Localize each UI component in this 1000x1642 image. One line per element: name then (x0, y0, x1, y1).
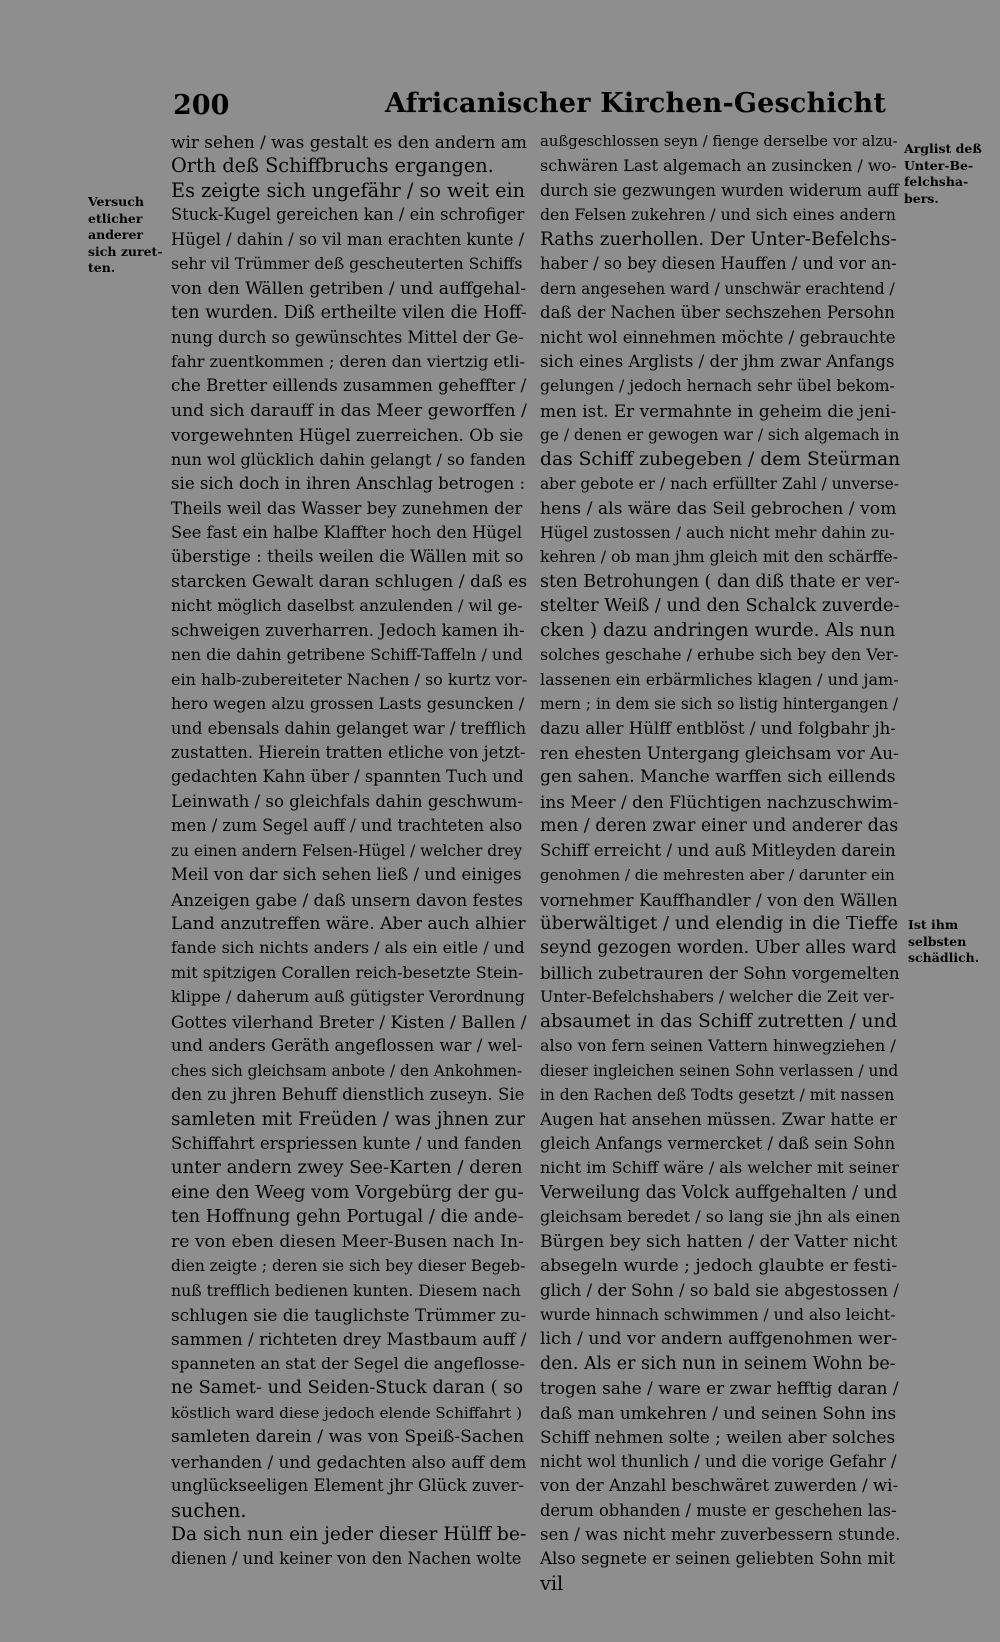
text-line: den Felsen zukehren / und sich eines andern (540, 205, 896, 225)
text-line: verhanden / und gedachten also auff dem (171, 1451, 527, 1472)
text-line: nun wol glücklich dahin gelangt / so fanden (171, 449, 526, 469)
text-line: Schiff nehmen solte ; weilen aber solches (540, 1427, 896, 1448)
text-line: und sich darauff in das Meer geworffen / (171, 400, 527, 421)
text-line: fande sich nichts anders / als ein eitle / und (171, 938, 525, 958)
text-line: schwären Last algemach an zusincken / wo- (540, 156, 897, 176)
text-line: re von eben diesen Meer-Busen nach In- (171, 1231, 524, 1252)
text-line: ein halb-zubereiteter Nachen / so kurtz vor- (171, 669, 527, 689)
text-line: daß man umkehren / und seinen Sohn ins (540, 1402, 897, 1423)
text-line: nen die dahin getribene Schiff-Taffeln / und (171, 645, 523, 665)
text-line: eine den Weeg vom Vorgebürg der gu- (171, 1181, 524, 1203)
margin-note-line: ten. (88, 260, 116, 275)
text-line: Stuck-Kugel gereichen kan / ein schrofiger (171, 205, 525, 225)
text-line: nuß trefflich bedienen kunten. Diesem nach (171, 1280, 521, 1300)
text-line: sich eines Arglists / der jhm zwar Anfangs (540, 351, 895, 371)
text-line: wurde hinnach schwimmen / und also leicht- (540, 1305, 896, 1324)
text-line: unglückseeligen Element jhr Glück zuver- (171, 1476, 525, 1496)
text-line: ge / denen er gewogen war / sich algemach in (540, 426, 900, 445)
text-line: Theils weil das Wasser bey zunehmen der (171, 498, 523, 518)
text-line: Hügel / dahin / so vil man erachten kunte / (171, 229, 525, 249)
text-line: lassenen ein erbärmliches klagen / und jam- (540, 669, 899, 689)
text-line: klippe / daherum auß gütigster Verordnung (171, 987, 525, 1007)
text-line: in den Rachen deß Todts gesetzt / mit nassen (540, 1086, 895, 1105)
text-line: schweigen zuverharren. Jedoch kamen ih- (171, 620, 525, 640)
text-line: Augen hat ansehen müssen. Zwar hatte er (540, 1109, 898, 1129)
text-line: vorgewehnten Hügel zuerreichen. Ob sie (171, 425, 524, 446)
text-line: billich zubetrauren der Sohn vorgemelten (540, 962, 900, 983)
text-line: gleich Anfangs vermercket / daß sein Sohn (540, 1133, 896, 1153)
text-line: kehren / ob man jhm gleich mit den schärffe- (540, 547, 899, 567)
text-line: sten Betrohungen ( dan diß thate er ver- (540, 571, 900, 592)
text-line: unter andern zwey See-Karten / deren (171, 1157, 523, 1179)
margin-note-left (88, 194, 163, 277)
text-line: gen sahen. Manche warffen sich eillends (540, 767, 896, 788)
text-line: dern angesehen ward / unschwär erachtend / (540, 279, 895, 298)
text-line: Raths zuerhollen. Der Unter-Befelchs- (540, 228, 897, 250)
text-line: Unter-Befelchshabers / welcher die Zeit ver- (540, 987, 895, 1007)
text-line: derum obhanden / muste er geschehen las- (540, 1500, 897, 1520)
text-line: Schiff erreicht / und auß Mitleyden darein (540, 840, 896, 860)
text-line: Anzeigen gabe / daß unsern davon festes (171, 889, 524, 910)
text-line: starcken Gewalt daran schlugen / daß es (171, 571, 527, 592)
text-line: ten wurden. Diß ertheilte vilen die Hoff- (171, 303, 527, 324)
margin-note-line: Arglist deß (904, 141, 982, 156)
text-line: überwältiget / und elendig in die Tieffe (540, 913, 899, 934)
text-line: schlugen sie die tauglichste Trümmer zu- (171, 1305, 527, 1325)
text-line: gedachten Kahn über / spannten Tuch und (171, 767, 524, 787)
margin-note-line: selbsten (908, 933, 967, 949)
text-line: gelungen / jedoch hernach sehr übel bekom- (540, 376, 895, 396)
text-line: stelter Weiß / und den Schalck zuverde- (540, 595, 900, 617)
text-line: suchen. (171, 1498, 247, 1522)
text-line: samleten mit Freüden / was jhnen zur (171, 1108, 526, 1130)
text-line: vil (540, 1571, 564, 1595)
text-line: Land anzutreffen wäre. Aber auch alhier (171, 914, 526, 934)
text-line: genohmen / die mehresten aber / darunter ein (540, 866, 895, 885)
right-text-column (540, 130, 900, 1596)
left-text-column (171, 130, 527, 1572)
margin-note-line: sich zuret- (88, 243, 163, 259)
text-line: nicht möglich daselbst anzulenden / wil ge- (171, 596, 523, 616)
text-line: Verweilung das Volck auffgehalten / und (540, 1182, 898, 1203)
text-line: also von fern seinen Vattern hinwegziehen / (540, 1036, 896, 1056)
text-line: absegeln wurde ; jedoch glaubte er festi- (540, 1256, 898, 1277)
text-line: daß der Nachen über sechszehen Persohn (540, 303, 895, 323)
text-line: von den Wällen getriben / und auffgehal- (171, 278, 527, 299)
text-line: von der Anzahl beschwäret zuwerden / wi- (540, 1476, 899, 1496)
text-line: und ebensals dahin gelanget war / trefflich (171, 718, 527, 738)
text-line: nung durch so gewünschtes Mittel der Ge- (171, 327, 524, 347)
text-line: dieser ingleichen seinen Sohn verlassen / und (540, 1061, 899, 1080)
text-line: gleichsam beredet / so lang sie jhn als einen (540, 1207, 900, 1227)
text-line: samleten darein / was von Speiß-Sachen (171, 1427, 525, 1448)
text-line: den. Als er sich nun in seinem Wohn be- (540, 1353, 896, 1374)
text-line: hero wegen alzu grossen Lasts gesuncken / (171, 694, 525, 714)
text-line: dazu aller Hülff entblöst / und folgbahr jh- (540, 718, 896, 738)
margin-note-line: anderer (88, 227, 144, 242)
text-line: Hügel zustossen / auch nicht mehr dahin zu- (540, 523, 895, 542)
text-line: hens / als wäre das Seil gebrochen / vom (540, 498, 897, 519)
text-line: ne Samet- und Seiden-Stuck daran ( so (171, 1377, 524, 1399)
text-line: dienen / und keiner von den Nachen wolte (171, 1549, 522, 1569)
margin-note-line: felchsha- (904, 174, 969, 189)
margin-note-line: schädlich. (908, 950, 980, 965)
text-line: men ist. Er vermahnte in geheim die jeni- (540, 400, 897, 421)
text-line: Schiffahrt erspriessen kunte / und fanden (171, 1133, 522, 1153)
text-line: fahr zuentkommen ; deren dan viertzig etli- (171, 351, 525, 371)
running-title: Africanischer Kirchen-Geschicht (385, 88, 887, 119)
text-line: men / zum Segel auff / und trachteten also (171, 816, 523, 836)
margin-note-line: bers. (904, 190, 939, 206)
text-line: ren ehesten Untergang gleichsam vor Au- (540, 742, 899, 763)
page-number: 200 (173, 90, 230, 121)
text-line: sammen / richteten drey Mastbaum auff / (171, 1329, 527, 1350)
text-line: sehr vil Trümmer deß gescheuterten Schiffs (171, 254, 523, 274)
text-line: durch sie gezwungen wurden widerum auff (540, 180, 899, 200)
text-line: Orth deß Schiffbruchs ergangen. (171, 154, 494, 178)
text-line: Da sich nun ein jeder dieser Hülff be- (171, 1523, 527, 1545)
margin-note-right-top (904, 141, 984, 207)
text-line: überstige : theils weilen die Wällen mit so (171, 547, 524, 567)
text-line: Also segnete er seinen geliebten Sohn mit (540, 1549, 896, 1569)
text-line: außgeschlossen seyn / fienge derselbe vor alzu- (540, 133, 898, 150)
text-line: mit spitzigen Corallen reich-besetzte Stein- (171, 962, 524, 982)
margin-note-line: Versuch (88, 194, 144, 209)
margin-note-line: Unter-Be- (904, 157, 974, 173)
text-line: und anders Geräth angeflossen war / wel- (171, 1036, 523, 1056)
text-line: ins Meer / den Flüchtigen nachzuschwim- (540, 791, 899, 812)
text-line: zustatten. Hierein tratten etliche von jetzt- (171, 742, 526, 762)
text-line: nicht wol einnehmen möchte / gebrauchte (540, 327, 896, 347)
text-line: den zu jhren Behuff dienstlich zuseyn. Sie (171, 1085, 525, 1105)
text-line: See fast ein halbe Klaffter hoch den Hügel (171, 523, 523, 542)
text-line: Gottes vilerhand Breter / Kisten / Ballen / (171, 1011, 527, 1032)
text-line: solches geschahe / erhube sich bey den Ver- (540, 645, 899, 665)
text-line: haber / so bey diesen Hauffen / und vor an- (540, 254, 897, 274)
text-line: vornehmer Kauffhandler / von den Wällen (540, 889, 898, 910)
margin-note-right-middle (908, 917, 978, 967)
text-line: Bürgen bey sich hatten / der Vatter nicht (540, 1231, 898, 1252)
text-line: absaumet in das Schiff zutretten / und (540, 1010, 898, 1032)
margin-note-line: etlicher (88, 210, 143, 226)
text-line: men / deren zwar einer und anderer das (540, 816, 899, 837)
text-line: lich / und vor andern auffgenohmen wer- (540, 1329, 898, 1350)
text-line: dien zeigte ; deren sie sich bey dieser Begeb- (171, 1257, 526, 1276)
text-line: mern ; in dem sie sich so listig hintergangen / (540, 695, 899, 714)
text-line: Meil von dar sich sehen ließ / und einiges (171, 865, 522, 885)
text-line: spanneten an stat der Segel die angeflosse- (171, 1353, 525, 1373)
page-header (0, 88, 1000, 128)
text-line: nicht wol thunlich / und die vorige Gefahr / (540, 1451, 897, 1471)
text-line: Leinwath / so gleichfals dahin geschwum- (171, 791, 524, 811)
text-line: cken ) dazu andringen wurde. Als nun (540, 619, 896, 641)
text-line: das Schiff zubegeben / dem Steürman (540, 448, 900, 470)
text-line: glich / der Sohn / so bald sie abgestossen / (540, 1280, 899, 1300)
margin-note-line: Ist ihm (908, 917, 959, 932)
text-line: nicht im Schiff wäre / als welcher mit seiner (540, 1158, 900, 1178)
text-line: ten Hoffnung gehn Portugal / die ande- (171, 1206, 524, 1228)
text-line: Es zeigte sich ungefähr / so weit ein (171, 178, 526, 202)
text-line: ches sich gleichsam anbote / den Ankohmen- (171, 1061, 523, 1080)
text-line: wir sehen / was gestalt es den andern am (171, 132, 527, 152)
text-line: che Bretter eillends zusammen geheffter / (171, 376, 527, 396)
text-line: aber gebote er / nach erfüllter Zahl / unverse- (540, 475, 899, 494)
text-line: sen / was nicht mehr zuverbessern stunde. (540, 1524, 900, 1544)
text-line: sie sich doch in ihren Anschlag betrogen : (171, 474, 526, 494)
text-line: seynd gezogen worden. Uber alles ward (540, 938, 897, 959)
text-line: zu einen andern Felsen-Hügel / welcher drey (171, 841, 523, 860)
text-line: trogen sahe / ware er zwar hefftig daran / (540, 1378, 899, 1399)
text-line: köstlich ward diese jedoch elende Schiffahrt ) (171, 1403, 523, 1422)
